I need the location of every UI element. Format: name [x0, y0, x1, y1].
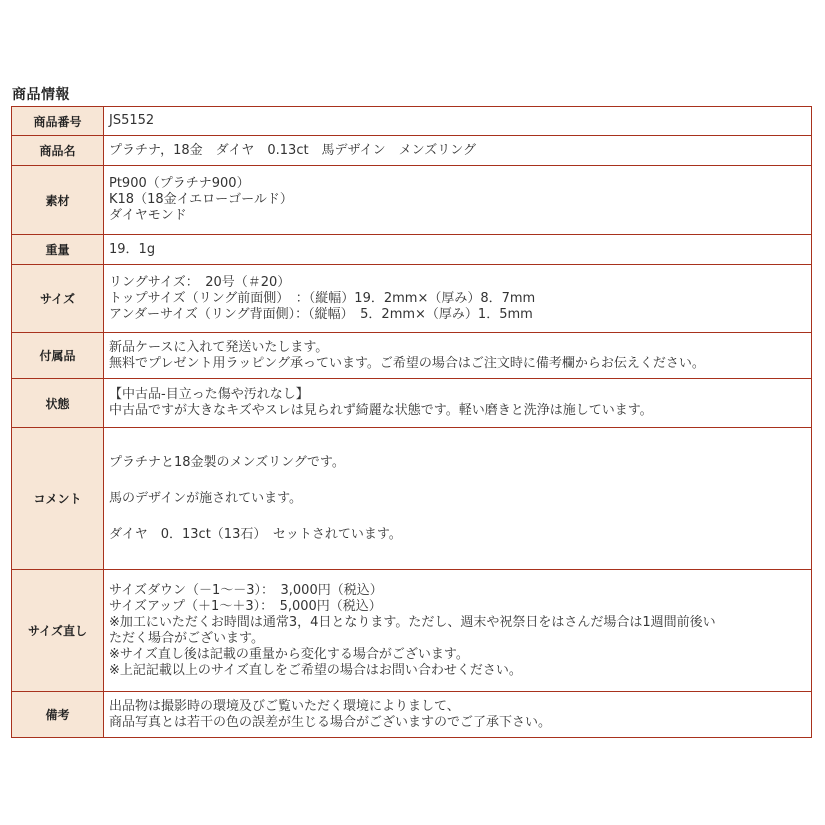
label-comment: コメント — [12, 428, 104, 570]
value-comment — [104, 428, 812, 570]
row-product-number — [12, 107, 812, 136]
comment-line: ダイヤ 0．13ct（13石） セットされています。 — [109, 526, 402, 542]
row-condition — [12, 379, 812, 428]
resize-line: ただく場合がございます。 — [109, 630, 264, 646]
value-condition — [104, 379, 812, 428]
accessories-line: 無料でプレゼント用ラッピング承っています。ご希望の場合はご注文時に備考欄からお伝えください。 — [109, 355, 705, 371]
row-weight — [12, 235, 812, 265]
value-resize — [104, 570, 812, 692]
product-info-table — [11, 106, 812, 738]
resize-line: ※上記記載以上のサイズ直しをご希望の場合はお問い合わせください。 — [109, 662, 522, 678]
size-line: リングサイズ： 20号（＃20） — [109, 274, 291, 290]
label-resize: サイズ直し — [12, 570, 104, 692]
value-material — [104, 166, 812, 235]
row-comment — [12, 428, 812, 570]
comment-line: 馬のデザインが施されています。 — [109, 490, 303, 506]
row-resize — [12, 570, 812, 692]
material-line: ダイヤモンド — [109, 208, 187, 223]
row-remarks — [12, 692, 812, 738]
row-size — [12, 265, 812, 333]
value-product-number: JS5152 — [104, 107, 812, 136]
size-line: トップサイズ（リング前面側） ：（縦幅）19．2mm×（厚み）8．7mm — [109, 290, 536, 306]
condition-line: 【中古品-目立った傷や汚れなし】 — [109, 387, 309, 402]
resize-line: ※サイズ直し後は記載の重量から変化する場合がございます。 — [109, 646, 469, 662]
row-product-name — [12, 136, 812, 166]
label-size: サイズ — [12, 265, 104, 333]
value-accessories — [104, 333, 812, 379]
label-product-number: 商品番号 — [12, 107, 104, 136]
resize-line: サイズダウン（－1～－3）： 3,000円（税込） — [109, 582, 383, 598]
value-product-name: プラチナ，18金 ダイヤ 0.13ct 馬デザイン メンズリング — [104, 136, 812, 166]
label-material: 素材 — [12, 166, 104, 235]
comment-line: プラチナと18金製のメンズリングです。 — [109, 454, 345, 470]
remarks-line: 出品物は撮影時の環境及びご覧いただく環境によりまして、 — [109, 698, 460, 714]
size-line: アンダーサイズ（リング背面側）：（縦幅） 5．2mm×（厚み）1．5mm — [109, 306, 533, 322]
row-material — [12, 166, 812, 235]
value-weight: 19．1g — [104, 235, 812, 265]
row-accessories — [12, 333, 812, 379]
label-product-name: 商品名 — [12, 136, 104, 166]
label-remarks: 備考 — [12, 692, 104, 738]
condition-line: 中古品ですが大きなキズやスレは見られず綺麗な状態です。軽い磨きと洗浄は施しています。 — [109, 403, 653, 418]
label-weight: 重量 — [12, 235, 104, 265]
label-accessories: 付属品 — [12, 333, 104, 379]
section-title: 商品情報 — [12, 87, 70, 103]
material-line: K18（18金イエローゴールド） — [109, 192, 293, 207]
resize-line: ※加工にいただくお時間は通常3，4日となります。ただし、週末や祝祭日をはさんだ場合は1週間前後い — [109, 614, 716, 630]
accessories-line: 新品ケースに入れて発送いたします。 — [109, 339, 329, 355]
label-condition: 状態 — [12, 379, 104, 428]
material-line: Pt900（プラチナ900） — [109, 176, 250, 191]
resize-line: サイズアップ（＋1～＋3）： 5,000円（税込） — [109, 598, 382, 614]
value-size — [104, 265, 812, 333]
remarks-line: 商品写真とは若干の色の誤差が生じる場合がございますのでご了承下さい。 — [109, 714, 552, 730]
value-remarks — [104, 692, 812, 738]
